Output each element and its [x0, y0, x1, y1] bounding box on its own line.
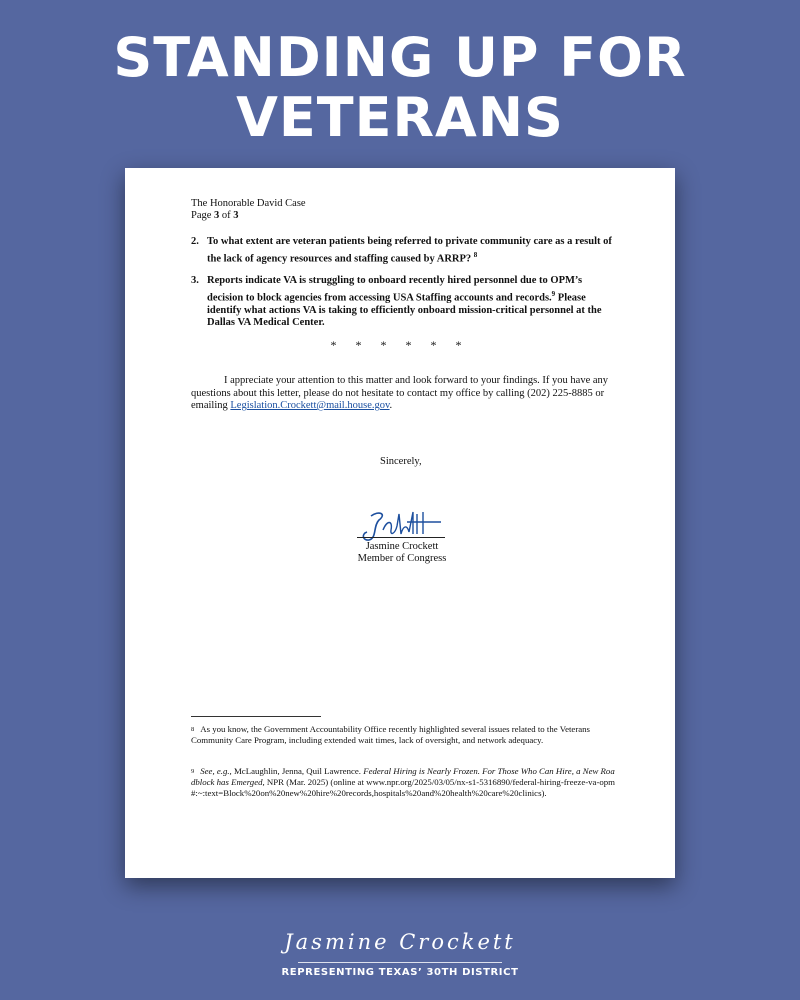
page-indicator: Page 3 of 3: [191, 210, 239, 221]
footnote-citation: , NPR (Mar. 2025) (online at www.npr.org/2025/03/05/nx-s1-5316890/federal-hiring-freeze-va-opm#:~:text=Block%20on%20new%20hire%20records,hospitals%20and%20health%20care%20clinics).: [191, 777, 616, 798]
question-2: [191, 236, 615, 266]
signature-block: [357, 541, 447, 565]
headline-line-1: STANDING UP FOR: [113, 26, 687, 89]
footnote-number: 9: [191, 768, 195, 775]
footnote-title: Federal Hiring is Nearly Frozen. For Those Who Can Hire, a New Roadblock has Emerged: [191, 766, 615, 787]
question-text-cont: Please identify what actions VA is taking to efficiently onboard mission-critical personnel at the Dallas VA Medical Center.: [207, 292, 602, 328]
section-separator: * * * * * *: [330, 338, 470, 352]
brand-tagline: REPRESENTING TEXAS’ 30TH DISTRICT: [281, 967, 519, 978]
signature-line: [357, 537, 445, 538]
sign-off: Sincerely,: [380, 456, 422, 467]
footnote-ref-8[interactable]: 8: [473, 250, 478, 259]
recipient: The Honorable David Case: [191, 198, 306, 209]
letter-header: [191, 198, 306, 222]
footnote-text: As you know, the Government Accountability Office recently highlighted several issues related to the Veterans Community Care Program, including extended wait times, lack of oversight, and network adequacy.: [191, 724, 590, 745]
question-text: To what extent are veteran patients being referred to private community care as a result of the lack of agency resources and staffing caused by ARRP?: [207, 236, 612, 264]
closing-paragraph: I appreciate your attention to this matter and look forward to your findings. If you have any questions about this letter, please do not hesitate to contact my office by calling (202) 225-8885 or emailing Legislation.Crockett@mail.house.gov.: [191, 375, 609, 411]
footnote-authors: McLaughlin, Jenna, Quil Lawrence.: [233, 766, 364, 776]
footnote-ref-9[interactable]: 9: [551, 289, 556, 298]
question-number: 2.: [191, 236, 199, 247]
footnote-divider: [191, 716, 321, 717]
footnote-9: [191, 766, 616, 799]
headline-line-2: VETERANS: [236, 86, 564, 149]
question-text: Reports indicate VA is struggling to onboard recently hired personnel due to OPM’s decision to block agencies from accessing USA Staffing accounts and records.: [207, 275, 583, 303]
brand-divider: [298, 962, 502, 963]
page-current: 3: [214, 210, 220, 221]
footnote-8: [191, 724, 616, 746]
brand-name: Jasmine Crockett: [284, 930, 516, 954]
footnote-signal: See, e.g.,: [200, 766, 234, 776]
email-link[interactable]: Legislation.Crockett@mail.house.gov: [230, 400, 390, 411]
headline: [0, 28, 800, 148]
question-number: 3.: [191, 275, 199, 286]
question-3: [191, 275, 615, 330]
page-total: 3: [233, 210, 239, 221]
signer-title: Member of Congress: [357, 553, 447, 564]
letter-page: [125, 168, 675, 878]
signer-name: Jasmine Crockett: [365, 541, 439, 552]
footnote-number: 8: [191, 726, 195, 733]
signature-graphic: [357, 508, 447, 544]
